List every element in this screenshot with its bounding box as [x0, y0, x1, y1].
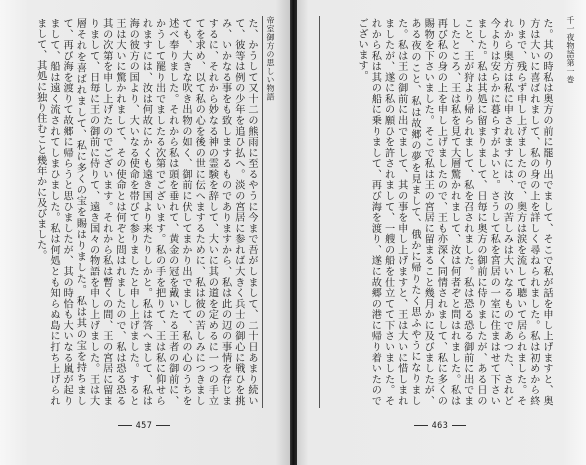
left-head-rule: [262, 16, 263, 408]
right-running-head: 千一夜物語第一巻: [566, 16, 575, 84]
right-page-number: [400, 421, 480, 431]
left-page: [0, 0, 290, 465]
left-running-head: 帝室御方の思しい物語: [266, 16, 275, 101]
left-page-number: [104, 421, 184, 431]
left-folio-number: 457: [135, 421, 153, 431]
folio-dash: [414, 425, 428, 426]
right-page-body-text: た。其の時私は奥方の前に罷り出でまして、そこで私が話を申し上げますと、奥方は大いに喜ばれまして、私の身の上を詳しく尋ねられました。私は初めから終りまで、残らず申し上げましたので、奥方は涙を流して聴いて居られました。それから奥方は私に申されますには、汝の苦しみは大いなるものであつた、されど今よりは安らかに暮らすがよいと。さうして私を宮居の一室に住まはせて下さいました。私は其処に留まりまして、日毎に奥方の御前に侍りましたが、ある日のこと、王が狩より帰られまして、私を召されました。私は恐る恐る御前に出でましたところ、王は私を見て大層驚かれまして、汝は何者ぞと問はれました。私は再び私の身の上を申し上げましたので、王も亦深く同情されまして、私に多くの賜物を下さいました。そこで私は王の宮居に留まること幾月かに及びましたが、ある夜のこと、私は故郷の夢を見まして、俄かに帰りたく思ふやうになりました。私は王の御前に出でまして、其の事を申し上げますと、王は大いに惜しまれましたが、遂に私の願ひを許されまして、一艘の船を仕立てて下さいました。それから私は其の船に乗りまして、再び海を渡り、遂に故郷の港に帰り着いたのでございます。: [356, 18, 552, 406]
folio-dash: [118, 425, 132, 426]
left-page-body-text: た、かうして又十二の熊雨に至るやうに今まで吾がしまして、二十日あまり続いて、彼等は例の少年を追ひ払へ。淡の宮居に参れば大きく兵士の御心に戦ひを挑み、いかなる事をも致しまするものでありますから、私は此の辺の事情を存じまするに、それから妙なる神の霊験を辞して、大いに其の道を定めるに一つの手立てを求め、以て私の心を後の世に伝へまするために、私は彼の苦しみにつきましても、大きな吹き出物の如く、御前に伏してまかり出でまして、私の心のうちを述べ奉りました。それから私は頭を垂れて、黄金の冠を戴いたる王者の御前に、かうして罷り出でましたる次第でございます。私の手を把りて、王は私に仰せられますには、汝は何故にかくも遠き国より来たりしかと。私は答へまして、私は海の彼方の国より、大いなる使命を帯びて参りましたと申し上げました。すると王は大いに驚かれまして、その使命とは何ぞと問はれましたので、私は恐る恐る其の次第を申し上げたのでございます。それから私は暫くの間、王の宮居に留まりまして、日毎に王の御前に侍りて、遠き国々の物語を申し上げました。王は大層それを喜ばれまして、私に多くの宝を賜はりました。私は其の宝を持ちまして、再び海を渡りて故郷に帰らうと思ひましたが、其の時恰も大いなる嵐が起りまして、船は遠く流されてしまひました。私は何処とも知らぬ島に打ち上げられまして、其処に独り住むこと幾年かに及びました。: [34, 18, 257, 406]
right-page: [297, 0, 586, 465]
right-folio-number: 463: [431, 421, 449, 431]
folio-dash: [452, 425, 466, 426]
book-gutter: [290, 0, 297, 465]
folio-dash: [156, 425, 170, 426]
